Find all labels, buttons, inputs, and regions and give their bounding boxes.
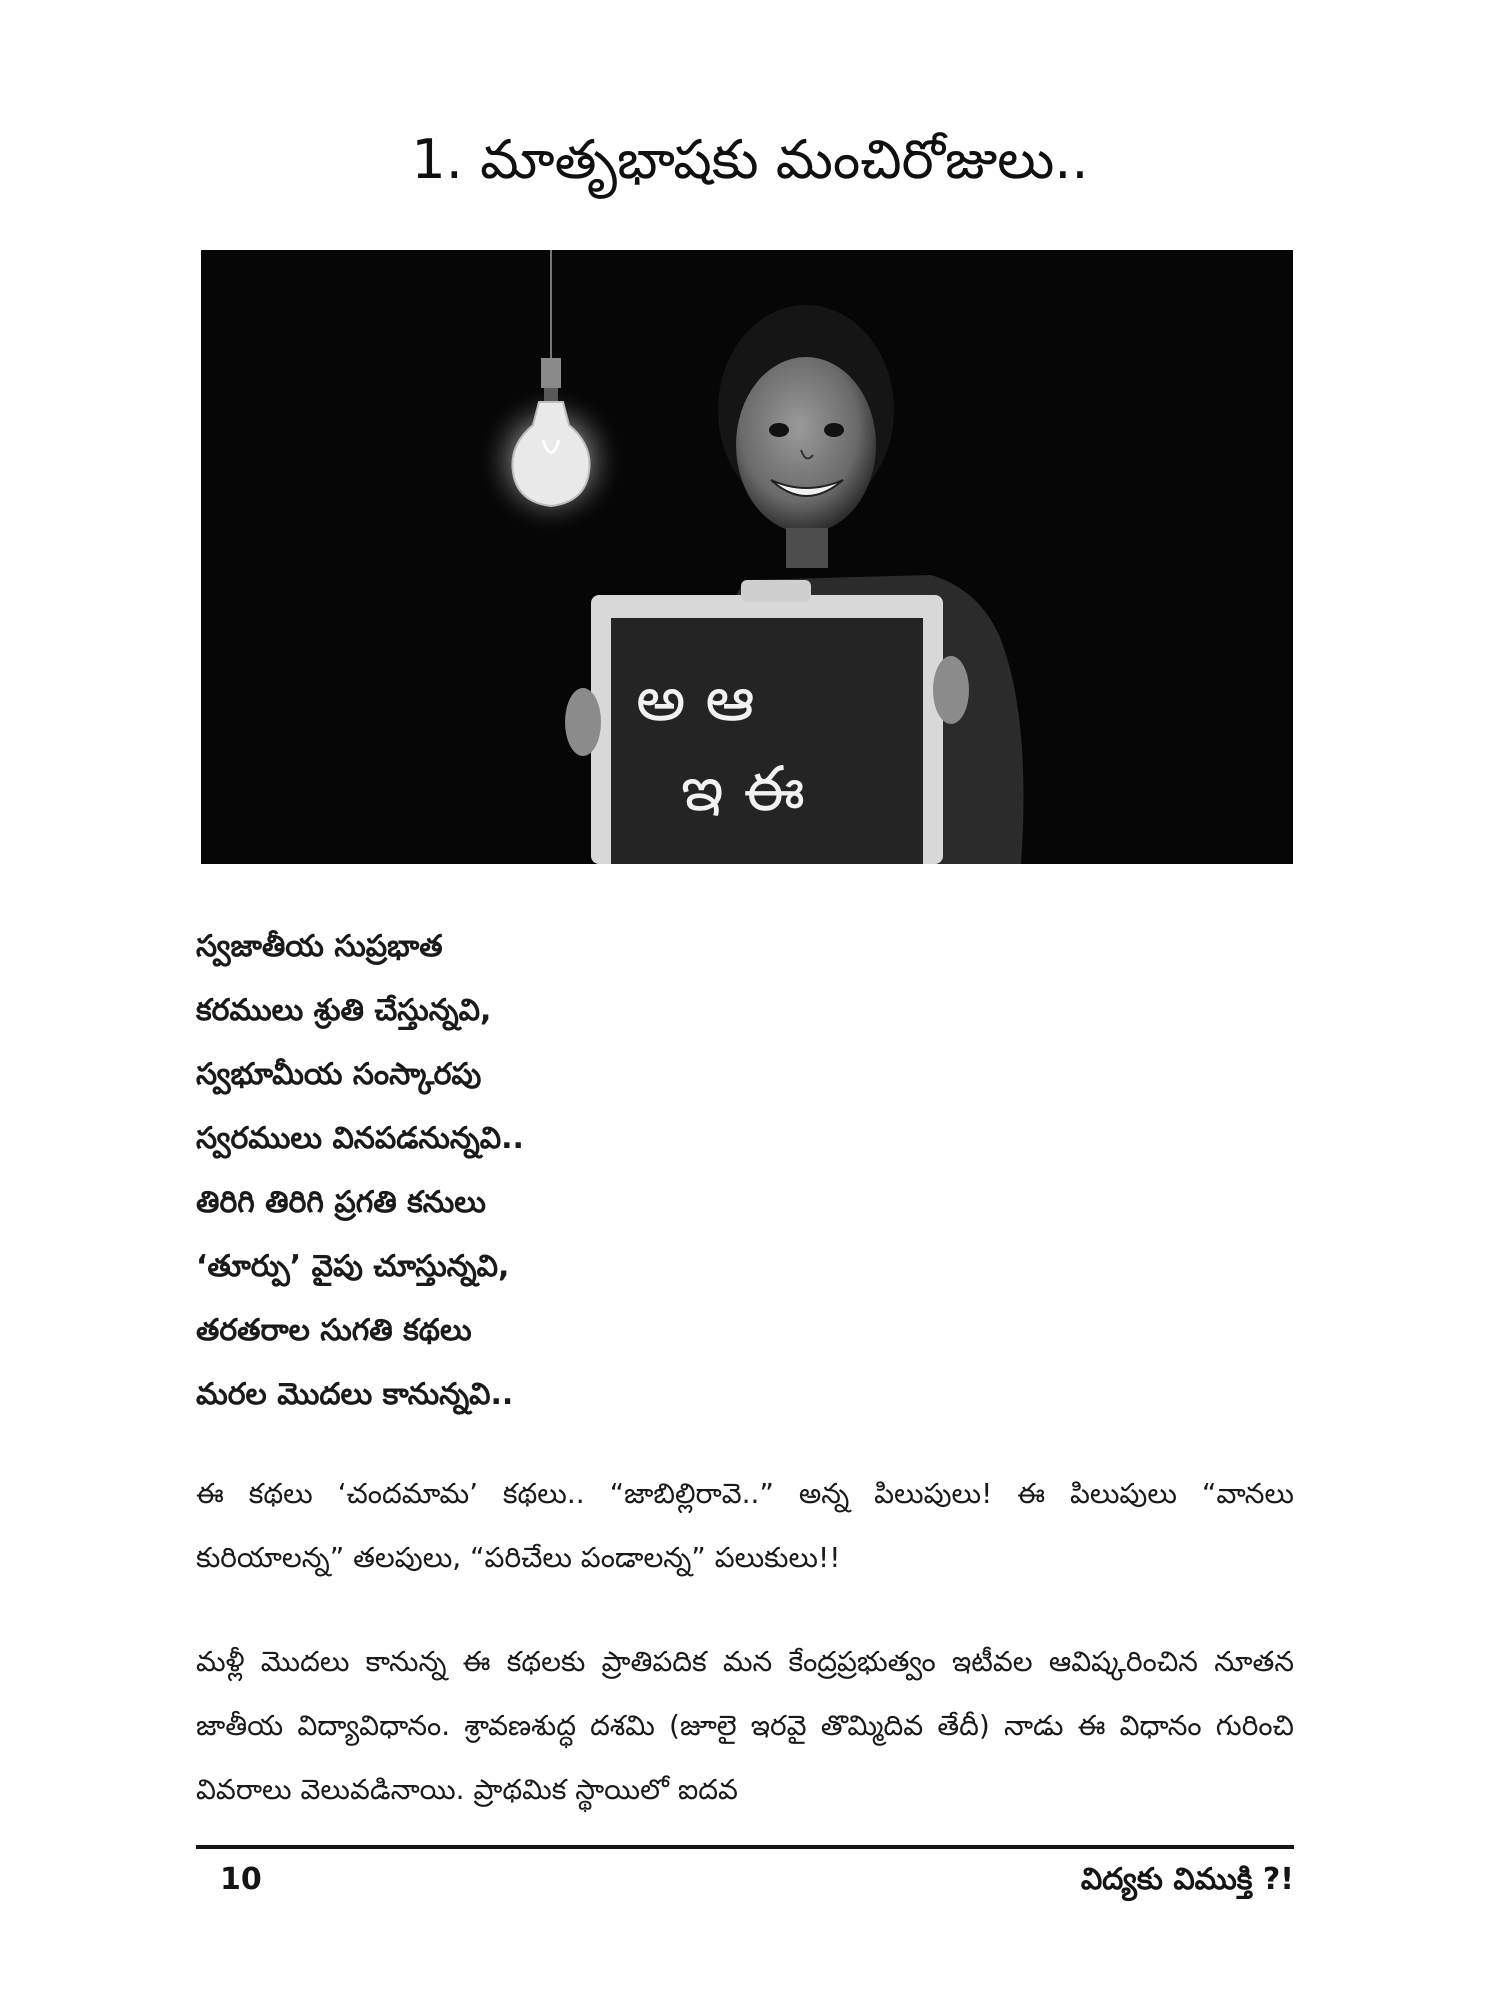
footer-divider xyxy=(196,1845,1294,1849)
poem-line: స్వభూమీయ సంస్కారపు xyxy=(196,1057,482,1092)
poem-line: స్వరములు వినపడనున్నవి.. xyxy=(196,1121,524,1156)
poem-line: స్వజాతీయ సుప్రభాత xyxy=(196,929,443,964)
chapter-title: 1. మాతృభాషకు మంచిరోజులు.. xyxy=(411,128,1089,191)
running-book-title: విద్యకు విముక్తి ?! xyxy=(1080,1862,1294,1897)
poem-line: కరములు శ్రుతి చేస్తున్నవి, xyxy=(196,993,492,1028)
body-paragraph: ఈ కథలు ‘చందమామ’ కథలు.. “జాబిల్లిరావె..” అన్న పిలుపులు! ఈ పిలుపులు “వానలు కురియాలన్న” తలపులు, “పరిచేలు పండాలన్న” పలుకులు!! xyxy=(196,1477,1294,1574)
body-paragraph: మళ్లీ మొదలు కానున్న ఈ కథలకు ప్రాతిపదిక మన కేంద్రప్రభుత్వం ఇటీవల ఆవిష్కరించిన నూతన జాతీయ విద్యావిధానం. శ్రావణశుద్ధ దశమి (జూలై ఇరవై తొమ్మిదివ తేదీ) నాడు ఈ విధానం గురించి వివరాలు వెలువడినాయి. ప్రాథమిక స్థాయిలో ఐదవ xyxy=(196,1645,1294,1806)
poem-line: తరతరాల సుగతి కథలు xyxy=(196,1313,472,1348)
poem-line: తిరిగి తిరిగి ప్రగతి కనులు xyxy=(196,1185,486,1220)
slate-text-line2: ఇ ఈ xyxy=(681,752,806,825)
chapter-photo xyxy=(201,250,1293,864)
slate-board xyxy=(565,580,969,864)
poem-line: మరల మొదలు కానున్నవి.. xyxy=(196,1377,514,1412)
poem-line: ‘తూర్పు’ వైపు చూస్తున్నవి, xyxy=(196,1249,510,1284)
poem xyxy=(196,915,1096,1427)
child-with-slate-illustration xyxy=(201,250,1293,864)
slate-text-line1: అ ఆ xyxy=(636,662,755,735)
page-number: 10 xyxy=(220,1862,262,1897)
